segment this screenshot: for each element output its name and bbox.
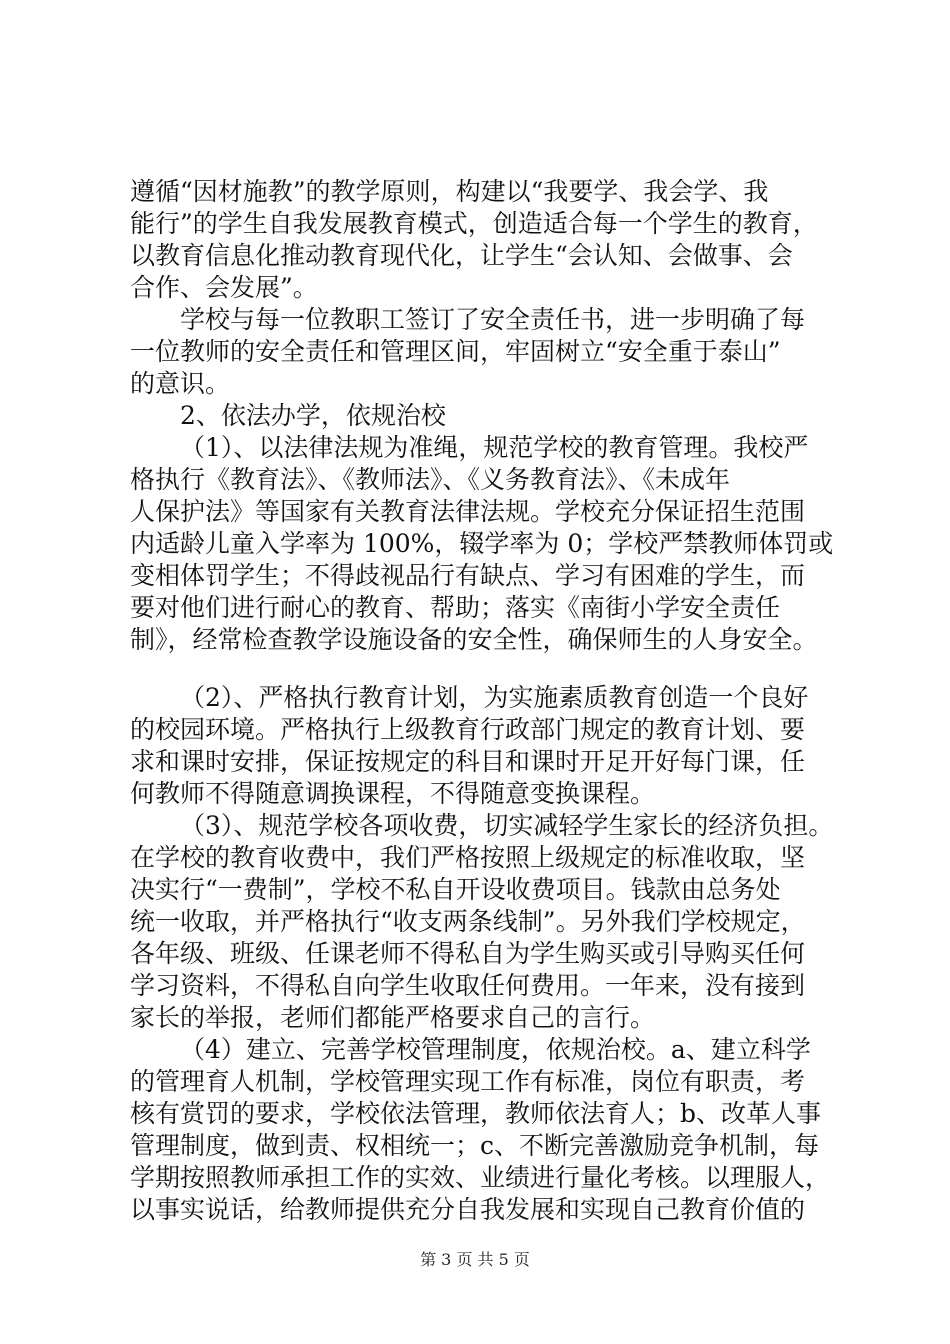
body-line: 以教育信息化推动教育现代化，让学生“会认知、会做事、会	[130, 241, 793, 270]
body-line: 的校园环境。严格执行上级教育行政部门规定的教育计划、要	[130, 715, 806, 744]
page-footer: 第 3 页 共 5 页	[420, 1250, 530, 1269]
body-line: （4）建立、完善学校管理制度，依规治校。a、建立科学	[180, 1035, 811, 1064]
document-body	[130, 176, 850, 1226]
body-line: 以事实说话，给教师提供充分自我发展和实现自己教育价值的	[130, 1195, 806, 1224]
body-line: 管理制度，做到责、权相统一；c、不断完善激励竞争机制，每	[130, 1131, 820, 1160]
body-line: 各年级、班级、任课老师不得私自为学生购买或引导购买任何	[130, 939, 806, 968]
body-line: 要对他们进行耐心的教育、帮助；落实《南街小学安全责任	[130, 593, 781, 622]
body-line: 在学校的教育收费中，我们严格按照上级规定的标准收取，坚	[130, 843, 806, 872]
body-line: 的管理育人机制，学校管理实现工作有标准，岗位有职责，考	[130, 1067, 806, 1096]
body-line: 的意识。	[130, 369, 231, 398]
body-line: 能行”的学生自我发展教育模式，创造适合每一个学生的教育，	[130, 209, 818, 238]
body-line: 求和课时安排，保证按规定的科目和课时开足开好每门课，任	[130, 747, 806, 776]
body-line: 何教师不得随意调换课程，不得随意变换课程。	[130, 779, 656, 808]
body-line: 内适龄儿童入学率为 100%，辍学率为 0；学校严禁教师体罚或	[130, 529, 834, 558]
blank-line	[130, 656, 850, 682]
body-line: 遵循“因材施教”的教学原则，构建以“我要学、我会学、我	[130, 177, 769, 206]
body-line: 2、依法办学，依规治校	[180, 401, 446, 430]
body-line: 学习资料，不得私自向学生收取任何费用。一年来，没有接到	[130, 971, 806, 1000]
body-line: 人保护法》等国家有关教育法律法规。学校充分保证招生范围	[130, 497, 806, 526]
body-line: 决实行“一费制”，学校不私自开设收费项目。钱款由总务处	[130, 875, 781, 904]
body-line: 一位教师的安全责任和管理区间，牢固树立“安全重于泰山”	[130, 337, 781, 366]
body-line: 家长的举报，老师们都能严格要求自己的言行。	[130, 1003, 656, 1032]
body-line: （3）、规范学校各项收费，切实减轻学生家长的经济负担。	[180, 811, 834, 840]
body-line: 学期按照教师承担工作的实效、业绩进行量化考核。以理服人，	[130, 1163, 831, 1192]
body-line: 变相体罚学生；不得歧视品行有缺点、学习有困难的学生，而	[130, 561, 806, 590]
body-line: 统一收取，并严格执行“收支两条线制”。另外我们学校规定，	[130, 907, 806, 936]
body-line: 制》，经常检查教学设施设备的安全性，确保师生的人身安全。	[130, 625, 818, 654]
body-line: 核有赏罚的要求，学校依法管理，教师依法育人；b、改革人事	[130, 1099, 822, 1128]
body-line: 合作、会发展”。	[130, 273, 318, 302]
body-line: （1）、以法律法规为准绳，规范学校的教育管理。我校严	[180, 433, 809, 462]
body-line: （2）、严格执行教育计划，为实施素质教育创造一个良好	[180, 683, 809, 712]
body-line: 学校与每一位教职工签订了安全责任书，进一步明确了每	[180, 305, 806, 334]
body-line: 格执行《教育法》、《教师法》、《义务教育法》、《未成年	[130, 465, 731, 494]
